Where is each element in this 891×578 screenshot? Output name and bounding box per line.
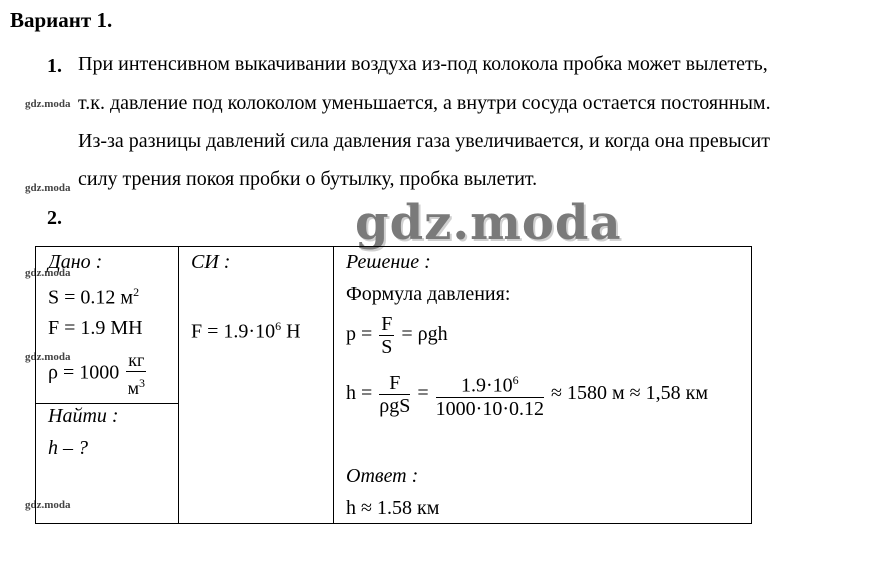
si-value-text: F = 1.9·10 <box>191 320 276 343</box>
eq2-equals: = <box>417 381 429 404</box>
watermark-small: gdz.moda <box>25 98 71 110</box>
eq2-fraction <box>379 372 410 417</box>
watermark-small: gdz.moda <box>25 499 71 511</box>
height-formula <box>346 369 708 420</box>
density-unit-den-text: м <box>127 378 140 398</box>
answer-value: h ≈ 1.58 км <box>346 497 440 519</box>
watermark-logo: gdz.moda <box>355 195 622 251</box>
eq2-numeric-numerator-text: 1.9·10 <box>461 374 513 397</box>
density-unit-denominator <box>126 372 146 399</box>
column-divider <box>333 247 334 523</box>
column-divider <box>178 247 179 523</box>
problem-1-line-1: При интенсивном выкачивании воздуха из-под колокола пробка может вылететь, <box>78 53 768 75</box>
watermark-small: gdz.moda <box>25 182 71 194</box>
solution-header: Решение : <box>346 251 431 273</box>
find-header: Найти : <box>48 405 119 427</box>
find-value: h – ? <box>48 437 88 459</box>
eq2-numerator: F <box>379 372 410 395</box>
answer-header: Ответ : <box>346 465 419 487</box>
eq1-lhs: p = <box>346 323 373 346</box>
problem-2-number: 2. <box>47 207 62 229</box>
si-value-exponent: 6 <box>275 319 282 333</box>
given-density <box>48 349 148 399</box>
eq2-result: ≈ 1580 м ≈ 1,58 км <box>551 381 708 404</box>
given-density-value: ρ = 1000 <box>48 361 120 384</box>
problem-1-line-2: т.к. давление под колоколом уменьшается, а внутри сосуда остается постоянным. <box>78 92 771 114</box>
solution-table <box>35 246 752 524</box>
eq2-lhs: h = <box>346 381 373 404</box>
eq1-numerator: F <box>381 313 393 335</box>
page-title: Вариант 1. <box>10 8 113 32</box>
density-unit-numerator: кг <box>128 350 145 370</box>
si-header: СИ : <box>191 251 231 273</box>
problem-1-number: 1. <box>47 55 62 77</box>
pressure-formula <box>346 313 448 358</box>
given-area-value: S = 0.12 м <box>48 286 134 309</box>
eq2-numeric-numerator-exponent: 6 <box>512 373 519 387</box>
problem-1-line-4: силу трения покоя пробки о бутылку, пробка вылетит. <box>78 168 538 190</box>
eq1-fraction <box>379 313 394 358</box>
density-unit-fraction <box>126 349 146 399</box>
si-value <box>191 319 301 344</box>
given-force: F = 1.9 МН <box>48 317 143 339</box>
given-header: Дано : <box>48 251 103 273</box>
eq2-numeric-fraction <box>436 369 544 420</box>
watermark-small: gdz.moda <box>25 267 71 279</box>
given-area <box>48 285 139 310</box>
eq2-denominator: ρgS <box>379 394 411 417</box>
watermark-small: gdz.moda <box>25 351 71 363</box>
formula-label: Формула давления: <box>346 283 511 305</box>
problem-1-line-3: Из-за разницы давлений сила давления газа увеличивается, и когда она превысит <box>78 130 770 152</box>
eq2-numeric-numerator <box>436 369 544 398</box>
eq1-rhs: = ρgh <box>401 323 448 346</box>
eq2-numeric-denominator: 1000·10·0.12 <box>435 397 544 420</box>
si-value-unit: Н <box>281 320 301 343</box>
density-unit-den-exponent: 3 <box>139 376 146 390</box>
row-divider <box>36 403 178 404</box>
eq1-denominator: S <box>381 336 393 358</box>
given-area-exponent: 2 <box>133 285 140 299</box>
